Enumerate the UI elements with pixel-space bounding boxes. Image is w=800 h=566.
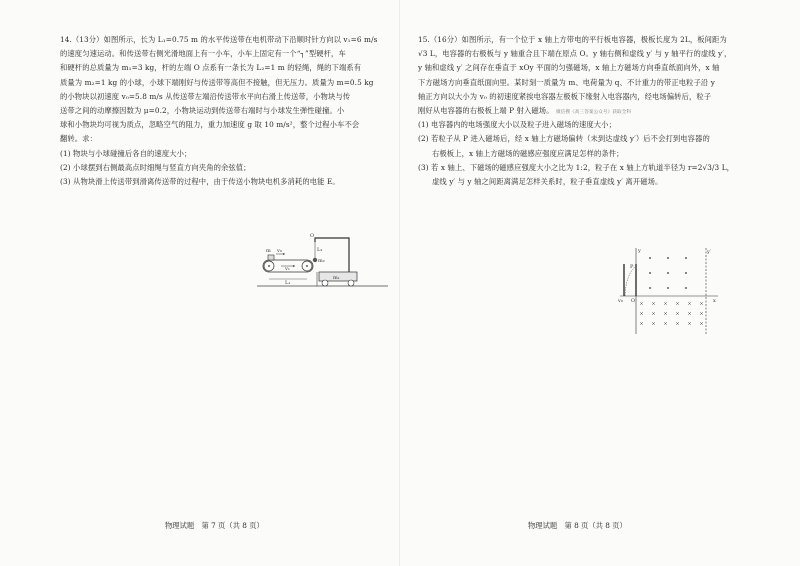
problem-14-line: 翻转。求： <box>60 134 97 144</box>
label-y: y <box>638 248 641 254</box>
problem-14-line: 和硬杆的总质量为 m₁=3 kg，杆的左端 O 点系有一条长为 L₂=1 m 的轻绳，绳的下端系有 <box>60 63 362 73</box>
label-P: P <box>630 264 634 270</box>
problem-14 <box>60 33 388 189</box>
problem-14-line: 质量为 m₂=1 kg 的小球，小球下端刚好与传送带等高但不接触，但无压力。质量为 m=0.5 kg <box>60 77 374 87</box>
problem-15 <box>418 33 736 189</box>
question-14-3: (3) 从物块滑上传送带到滑离传送带的过程中，由于传送小物块电机多消耗的电能 E。 <box>60 176 340 186</box>
label-O: O <box>310 233 315 239</box>
field-crosses-lower <box>640 302 703 325</box>
trajectory <box>625 266 636 296</box>
label-L2: L₂ <box>317 247 323 253</box>
label-O: O <box>631 298 636 304</box>
problem-15-line: 15.（16分）如图所示，有一个位于 x 轴上方带电的平行板电容器，极板长度为 2L，板间距为 <box>418 35 727 44</box>
problem-14-line: 送带之间的动摩擦因数为 μ=0.2，小物块运动到传送带右端时与小球发生弹性碰撞。小 <box>60 105 345 115</box>
bent-rod <box>315 238 349 272</box>
watermark-note: 微信搜《高三答案公众号》获取全科 <box>556 109 632 115</box>
conveyor-figure <box>255 228 390 292</box>
footer-page-8: 物理试题 第 8 页（共 8 页） <box>528 521 627 530</box>
label-v0: v₀ <box>277 248 282 254</box>
problem-15-line: 下方磁场方向垂直纸面向里。某时刻一质量为 m、电荷量为 q、不计重力的带正电粒子沿 y <box>418 77 715 87</box>
label-y-prime: y′ <box>707 249 711 255</box>
page-8 <box>400 0 800 566</box>
problem-14-line: 的速度匀速运动。和传送带右侧光滑地面上有一小车，小车上固定有一个“┐”型硬杆，车 <box>60 49 346 59</box>
footer-page-7: 物理试题 第 7 页（共 8 页） <box>165 521 264 530</box>
question-14-1: (1) 物块与小球碰撞后各自的速度大小； <box>60 148 192 158</box>
question-15-2-cont: 右极板上，x 轴上方磁场的磁感应强度应满足怎样的条件； <box>432 148 624 158</box>
label-m2: m₂ <box>318 258 325 264</box>
question-15-3-cont: 虚线 y′ 与 y 轴之间距离满足怎样关系时，粒子垂直虚线 y′ 离开磁场。 <box>432 176 663 186</box>
field-dots-upper <box>649 257 687 289</box>
problem-15-line: √3 L，电容器的右极板与 y 轴重合且下端在原点 O。y 轴右侧和虚线 y′ 与 y 轴平行的虚线 y′， <box>418 49 732 59</box>
problem-15-line: 轴正方向以大小为 v₀ 的初速度紧挨电容器左极板下缘射入电容器内，经电场偏转后，粒子 <box>418 91 712 101</box>
label-v1: v₁ <box>285 266 290 272</box>
problem-15-line: y 轴和虚线 y′ 之间存在垂直于 xOy 平面的匀强磁场，x 轴上方磁场方向垂直纸面向外，x 轴 <box>418 63 720 73</box>
label-m: m <box>266 248 271 254</box>
question-15-1: (1) 电容器内的电场强度大小以及粒子进入磁场的速度大小； <box>418 120 616 130</box>
problem-14-line: 的小物块以初速度 v₀=5.8 m/s 从传送带左端沿传送带水平向右滑上传送带，小物块与传 <box>60 91 351 101</box>
problem-15-line <box>418 104 736 118</box>
capacitor-field-figure <box>618 244 720 336</box>
problem-14-line: 14.（13分）如图所示，长为 L₁=0.75 m 的水平传送带在电机带动下沿顺时针方向以 v₁=6 m/s <box>60 35 378 44</box>
problem-15-line-end: 刚好从电容器的右极板上端 P 射入磁场。 <box>418 105 554 115</box>
problem-14-line: 球和小物块均可视为质点，忽略空气的阻力，重力加速度 g 取 10 m/s²，整个过程小车不会 <box>60 120 360 130</box>
label-m1: m₁ <box>333 275 340 281</box>
label-v0: v₀ <box>618 298 623 304</box>
question-15-3: (3) 若 x 轴上、下磁场的磁感应强度大小之比为 1:2，粒子在 x 轴上方轨道半径为 r=2√3/3 L， <box>418 162 735 172</box>
ball <box>313 258 317 262</box>
label-L1: L₁ <box>285 280 291 286</box>
question-15-2: (2) 若粒子从 P 进入磁场后，经 x 轴上方磁场偏转（未到达虚线 y′）后不会打到电容器的 <box>418 134 710 144</box>
question-14-2: (2) 小球摆到右侧最高点时细绳与竖直方向夹角的余弦值； <box>60 162 251 172</box>
block-m <box>268 255 274 260</box>
label-x: x <box>713 298 716 304</box>
